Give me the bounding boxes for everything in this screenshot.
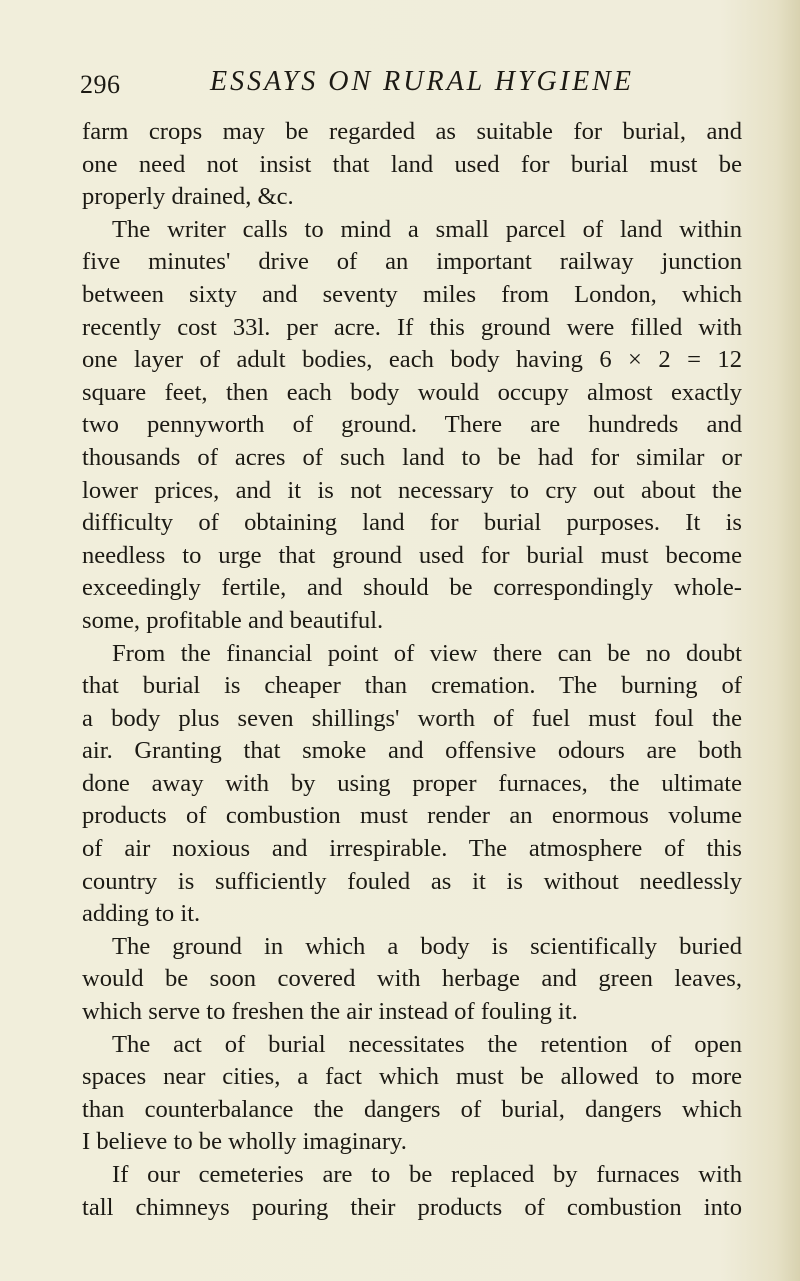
text-line: exceedingly fertile, and should be correspondingly whole- — [82, 574, 742, 602]
text-line: tall chimneys pouring their products of combustion into — [82, 1193, 742, 1221]
text-line: done away with by using proper furnaces, the ultimate — [82, 769, 742, 797]
page-header — [80, 66, 740, 106]
text-line: products of combustion must render an enormous volume — [82, 802, 742, 830]
text-line: The ground in which a body is scientifically buried — [112, 932, 742, 960]
text-line: than counterbalance the dangers of burial, dangers which — [82, 1095, 742, 1123]
text-line: lower prices, and it is not necessary to cry out about the — [82, 476, 742, 504]
text-line: country is sufficiently fouled as it is without needlessly — [82, 867, 742, 895]
text-line: thousands of acres of such land to be had for similar or — [82, 443, 742, 471]
text-line: needless to urge that ground used for burial must become — [82, 541, 742, 569]
text-line: adding to it. — [82, 900, 201, 928]
text-line: one need not insist that land used for burial must be — [82, 150, 742, 178]
text-line: spaces near cities, a fact which must be allowed to more — [82, 1063, 742, 1091]
text-line: The act of burial necessitates the retention of open — [112, 1030, 742, 1058]
text-line: which serve to freshen the air instead of fouling it. — [82, 998, 578, 1026]
text-line: recently cost 33l. per acre. If this ground were filled with — [82, 313, 742, 341]
text-line: square feet, then each body would occupy almost exactly — [82, 378, 742, 406]
text-line: five minutes' drive of an important railway junction — [82, 248, 742, 276]
text-line: air. Granting that smoke and offensive odours are both — [82, 737, 742, 765]
text-line: would be soon covered with herbage and green leaves, — [82, 965, 742, 993]
text-line: From the financial point of view there can be no doubt — [112, 639, 742, 667]
text-line: one layer of adult bodies, each body having 6 × 2 = 12 — [82, 346, 742, 374]
text-line: of air noxious and irrespirable. The atmosphere of this — [82, 835, 742, 863]
running-head: ESSAYS ON RURAL HYGIENE — [210, 66, 634, 97]
text-line: I believe to be wholly imaginary. — [82, 1128, 407, 1156]
text-line: If our cemeteries are to be replaced by furnaces with — [112, 1161, 742, 1188]
text-line: two pennyworth of ground. There are hundreds and — [82, 411, 742, 439]
text-line: some, profitable and beautiful. — [82, 606, 384, 634]
text-line: that burial is cheaper than cremation. The burning of — [82, 672, 742, 700]
page-number: 296 — [80, 70, 121, 99]
text-line: properly drained, &c. — [82, 183, 294, 211]
body-text — [82, 116, 742, 1224]
text-line: farm crops may be regarded as suitable for burial, and — [82, 118, 742, 145]
text-line: a body plus seven shillings' worth of fuel must foul the — [82, 704, 742, 732]
text-line: The writer calls to mind a small parcel of land within — [112, 215, 742, 243]
text-line: between sixty and seventy miles from London, which — [82, 280, 742, 308]
text-line: difficulty of obtaining land for burial purposes. It is — [82, 509, 742, 537]
